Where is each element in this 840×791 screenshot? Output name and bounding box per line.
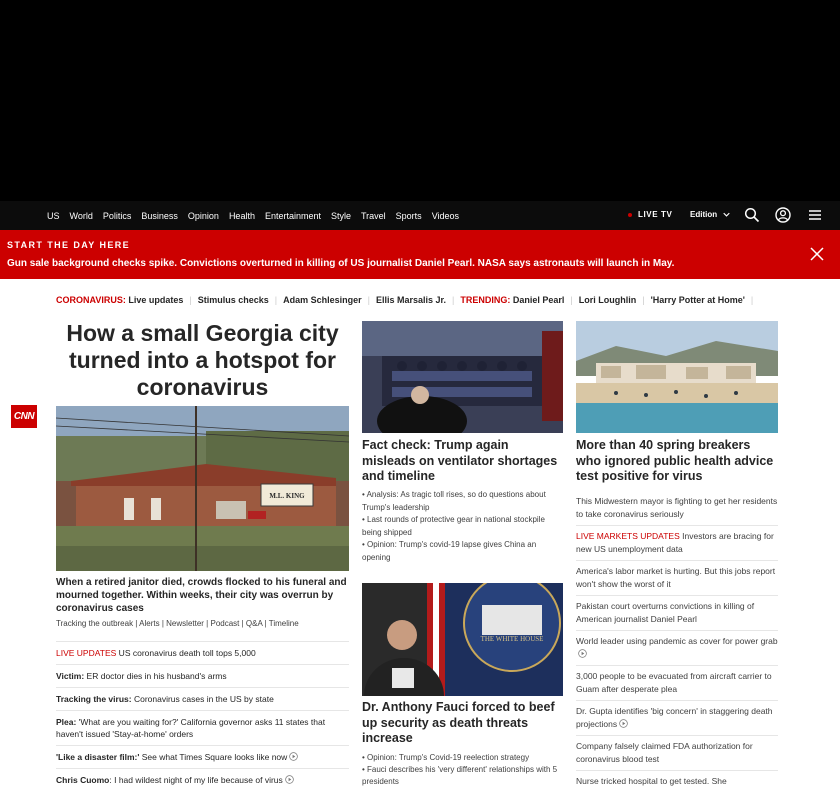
list-item-text: This Midwestern mayor is fighting to get her residents to take coronavirus seriously (576, 496, 778, 519)
edition-selector[interactable] (690, 210, 730, 219)
trending-link[interactable]: Daniel Pearl (512, 295, 565, 305)
lead-sub-links: Tracking the outbreak | Alerts | Newsletter | Podcast | Q&A | Timeline (56, 619, 299, 628)
sub-link[interactable]: Timeline (268, 619, 299, 628)
nav-link-world[interactable]: World (69, 210, 93, 221)
list-item-label: Chris Cuomo (56, 775, 110, 785)
story-headline[interactable]: Dr. Anthony Fauci forced to beef up security as death threats increase (362, 700, 555, 745)
list-item-text: America's labor market is hurting. But this jobs report won't show the worst of it (576, 566, 776, 589)
sub-link[interactable]: Newsletter (166, 619, 204, 628)
list-item-label: 'Like a disaster film:' (56, 752, 140, 762)
list-item[interactable] (56, 641, 349, 664)
list-item[interactable] (56, 768, 349, 791)
story-bullets (362, 752, 563, 788)
list-item-label: Victim: (56, 671, 85, 681)
list-item[interactable] (56, 710, 349, 745)
list-item[interactable] (576, 491, 778, 526)
trending-link[interactable]: Stimulus checks (197, 295, 269, 305)
funeral-home-photo (56, 406, 349, 571)
separator: | (274, 295, 278, 305)
press-briefing-photo[interactable] (362, 321, 563, 433)
story-bullets (362, 489, 563, 564)
close-icon[interactable] (810, 247, 824, 261)
trending-link[interactable]: Lori Loughlin (578, 295, 637, 305)
menu-icon[interactable] (807, 207, 823, 223)
list-item[interactable] (576, 736, 778, 771)
nav-link-videos[interactable]: Videos (431, 210, 460, 221)
sub-link[interactable]: Podcast (210, 619, 240, 628)
sub-link[interactable]: Alerts (139, 619, 160, 628)
list-item-text: See what Times Square looks like now (139, 752, 288, 762)
video-play-icon (578, 649, 587, 658)
trending-link[interactable]: 'Harry Potter at Home' (650, 295, 745, 305)
separator: | (642, 295, 645, 305)
list-item-text: Coronavirus cases in the US by state (131, 694, 274, 704)
lead-related-list (56, 641, 349, 791)
start-the-day-banner[interactable] (0, 230, 840, 279)
list-item-label: Tracking the virus: (56, 694, 132, 704)
sub-link[interactable]: Q&A (245, 619, 263, 628)
coronavirus-label: CORONAVIRUS: (56, 295, 126, 305)
sign-text: M.L. KING (269, 492, 305, 500)
list-item[interactable] (576, 596, 778, 631)
list-item[interactable] (576, 561, 778, 596)
banner-kicker: START THE DAY HERE (7, 240, 131, 250)
trending-bar (56, 293, 759, 307)
live-tv-link[interactable] (628, 210, 672, 219)
nav-link-business[interactable]: Business (141, 210, 178, 221)
search-icon[interactable] (744, 207, 760, 223)
bullet-link[interactable]: • Last rounds of protective gear in national stockpile being shipped (362, 515, 545, 537)
lead-headline[interactable]: How a small Georgia city turned into a hotspot for coronavirus (66, 320, 339, 400)
list-item-text: Investors are bracing for new US unemployment data (576, 531, 774, 554)
list-item-text: US coronavirus death toll tops 5,000 (116, 648, 256, 658)
separator: | (452, 295, 455, 305)
nav-links (47, 201, 469, 230)
nav-link-us[interactable]: US (47, 210, 60, 221)
nav-link-travel[interactable]: Travel (361, 210, 386, 221)
nav-link-health[interactable]: Health (228, 210, 255, 221)
lead-caption[interactable]: When a retired janitor died, crowds flocked to his funeral and mourned together. Within weeks, their city was overrun by coronavirus cases (56, 577, 347, 614)
story-headline[interactable]: Fact check: Trump again misleads on ventilator shortages and timeline (362, 438, 558, 483)
list-item[interactable] (576, 701, 778, 736)
list-item-text: Dr. Gupta identifies 'big concern' in staggering death projections (576, 706, 773, 729)
seal-text: THE WHITE HOUSE (480, 635, 544, 643)
separator: | (570, 295, 573, 305)
nav-link-sports[interactable]: Sports (395, 210, 422, 221)
edition-label: Edition (690, 210, 718, 219)
nav-link-politics[interactable]: Politics (102, 210, 132, 221)
list-item-text: 3,000 people to be evacuated from aircraft carrier to Guam after desperate plea (576, 671, 772, 694)
live-updates-tag: LIVE UPDATES (56, 648, 117, 658)
separator: | (750, 295, 754, 305)
spring-break-photo[interactable] (576, 321, 778, 433)
list-item-text: : I had wildest night of my life because of virus (109, 775, 283, 785)
video-play-icon (289, 752, 298, 761)
account-icon[interactable] (775, 207, 791, 223)
list-item[interactable] (576, 631, 778, 666)
trending-link[interactable]: Live updates (128, 295, 184, 305)
list-item[interactable] (56, 745, 349, 768)
banner-headline[interactable]: Gun sale background checks spike. Convictions overturned in killing of US journalist Daniel Pearl. NASA says astronauts will launch in May. (7, 258, 675, 269)
fauci-image (362, 583, 563, 696)
list-item-text: Company falsely claimed FDA authorization for coronavirus blood test (576, 741, 753, 764)
lead-photo[interactable] (56, 406, 349, 571)
cnn-logo[interactable]: CNN (11, 405, 37, 428)
video-player-area (0, 0, 840, 201)
separator: | (189, 295, 192, 305)
list-item-text: 'What are you waiting for?' California governor asks 11 states that haven't issued 'Stay-at-home' orders (56, 717, 326, 739)
list-item[interactable] (576, 771, 778, 791)
right-related-list (576, 491, 778, 791)
fauci-photo[interactable] (362, 583, 563, 696)
bullet-link[interactable]: • Fauci describes his 'very different' relationships with 5 presidents (362, 765, 558, 786)
list-item-text: ER doctor dies in his husband's arms (84, 671, 227, 681)
nav-link-entertainment[interactable]: Entertainment (264, 210, 321, 221)
bullet-link[interactable]: • Opinion: Trump's covid-19 lapse gives China an opening (362, 540, 537, 562)
video-play-icon (285, 775, 294, 784)
press-briefing-image (362, 321, 563, 433)
beach-image (576, 321, 778, 433)
list-item-text: Nurse tricked hospital to get tested. She (576, 776, 727, 786)
list-item-label: Plea: (56, 717, 77, 727)
trending-link[interactable]: Ellis Marsalis Jr. (375, 295, 447, 305)
bullet-link[interactable]: • Opinion: Trump's Covid-19 reelection strategy (362, 753, 530, 762)
list-item[interactable] (576, 526, 778, 561)
sub-link[interactable]: Tracking the outbreak (56, 619, 134, 628)
list-item-text: Pakistan court overturns convictions in killing of American journalist Daniel Pearl (576, 601, 755, 624)
live-markets-tag: LIVE MARKETS UPDATES (576, 531, 680, 541)
live-dot-icon (628, 213, 632, 217)
list-item-text: World leader using pandemic as cover for power grab (576, 636, 778, 646)
story-headline[interactable]: More than 40 spring breakers who ignored public health advice test positive for virus (576, 438, 774, 483)
trending-link[interactable]: Adam Schlesinger (283, 295, 362, 305)
list-item[interactable] (576, 666, 778, 701)
trending-label: TRENDING: (460, 295, 511, 305)
video-play-icon (619, 719, 628, 728)
live-tv-label: LIVE TV (638, 210, 673, 219)
chevron-down-icon (723, 211, 730, 218)
separator: | (367, 295, 370, 305)
list-item[interactable] (56, 664, 349, 687)
list-item[interactable] (56, 687, 349, 710)
nav-link-opinion[interactable]: Opinion (187, 210, 219, 221)
nav-link-style[interactable]: Style (330, 210, 351, 221)
bullet-link[interactable]: • Analysis: As tragic toll rises, so do questions about Trump's leadership (362, 490, 546, 512)
